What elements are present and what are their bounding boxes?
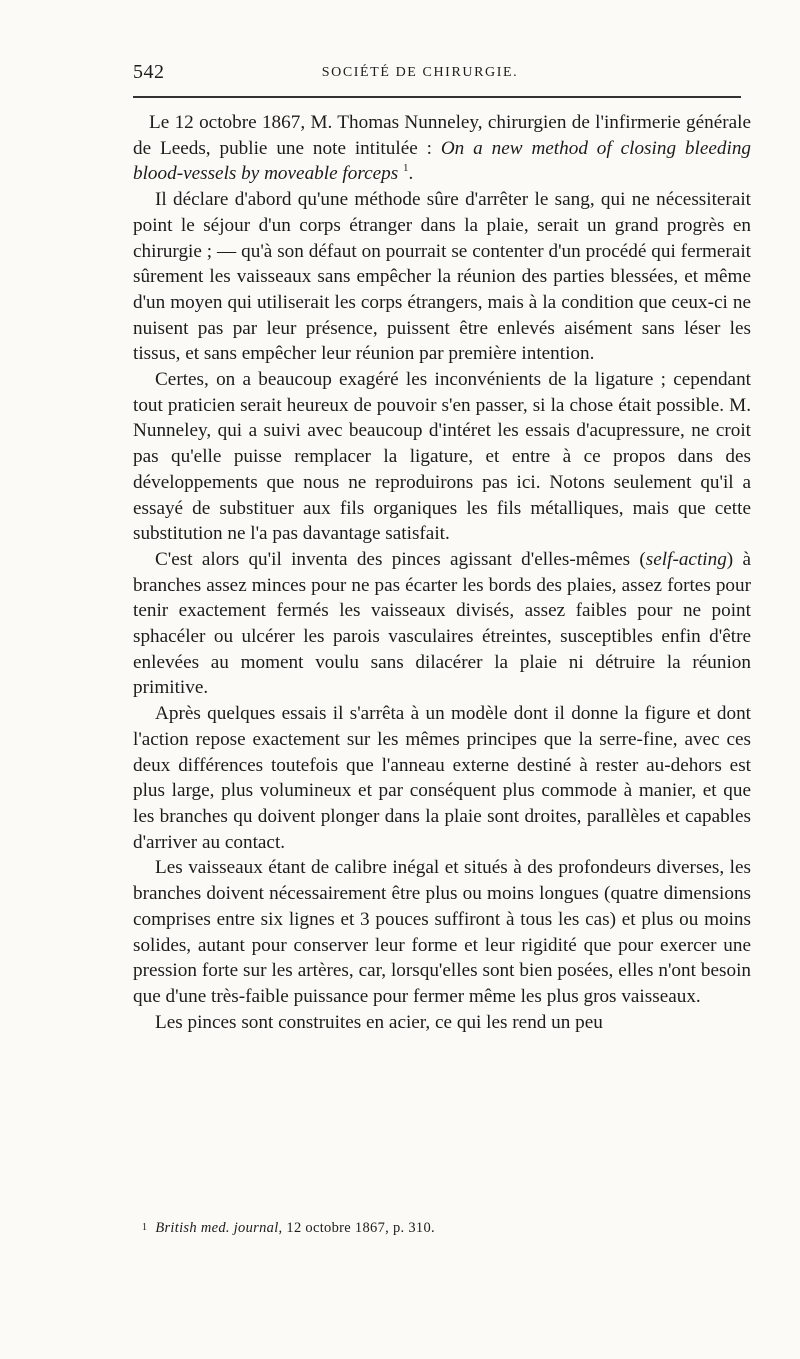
paragraph-3: Certes, on a beaucoup exagéré les inconvénients de la ligature ; cependant tout praticien serait heureux de pouvoir s'en passer, si la chose était possible. M. Nunneley, qui a suivi avec beaucoup d'intéret les essais d'acupressure, ne croit pas qu'elle puisse remplacer la ligature, et entre à ce propos dans des développements que nous ne reproduirons pas ici. Notons seulement qu'il a essayé de substituer aux fils organiques les fils métalliques, mais que cette substitution ne l'a pas davantage satisfait.: [133, 369, 751, 545]
footnote: [142, 1220, 435, 1237]
paragraph-2: Il déclare d'abord qu'une méthode sûre d'arrêter le sang, qui ne nécessiterait point le séjour d'un corps étranger dans la plaie, serait un grand progrès en chirurgie ; — qu'à son défaut on pourrait se contenter d'un procédé qui fermerait sûrement les vaisseaux sans empêcher la réunion des parties blessées, et même d'un moyen qui utiliserait les corps étrangers, mais à la condition que ceux-ci ne nuisent pas par leur présence, puissent être enlevés aisément sans léser les tissus, et sans empêcher leur réunion par première intention.: [133, 189, 751, 365]
paragraph-4: [133, 547, 751, 701]
paragraph-1-text: Le 12 octobre 1867, M. Thomas Nunneley, chirurgien de l'infirmerie générale de Leeds, publie une note intitulée :: [133, 112, 751, 159]
paragraph-7: Les pinces sont construites en acier, ce qui les rend un peu: [155, 1011, 603, 1033]
header-rule: [133, 96, 741, 98]
running-title: SOCIÉTÉ DE CHIRURGIE.: [321, 65, 519, 80]
paragraph-4-rest: ) à branches assez minces pour ne pas écarter les bords des plaies, assez fortes pour tenir exactement fermés les vaisseaux divisés, assez faibles pour ne point sphacéler ou ulcérer les parois vasculaires étreintes, susceptibles enfin d'être enlevées au moment voulu sans dilacérer la plaie ni détruire la réunion primitive.: [133, 548, 752, 699]
footnote-source: British med. journal,: [155, 1220, 283, 1236]
paragraph-1: [133, 110, 751, 187]
page-number: 542: [133, 61, 165, 83]
paragraph-4-start: C'est alors qu'il inventa des pinces agissant d'elles-mêmes (: [155, 548, 646, 570]
self-acting-term: self-acting: [645, 548, 727, 570]
paragraph-1-end: .: [408, 163, 414, 185]
paragraph-6: Les vaisseaux étant de calibre inégal et situés à des profondeurs diverses, les branches doivent nécessairement être plus ou moins longues (quatre dimensions comprises entre six lignes et 3 pouces suffiront à tous les cas) et plus ou moins solides, autant pour conserver leur forme et leur rigidité que pour exercer une pression forte sur les artères, car, lorsqu'elles sont bien posées, elles n'ont besoin que d'une très-faible puissance pour fermer même les plus gros vaisseaux.: [133, 857, 751, 1007]
article-title: On a new method of closing bleeding blood-vessels by moveable forceps: [133, 137, 752, 185]
footnote-marker: 1: [142, 1222, 148, 1233]
footnote-details: 12 octobre 1867, p. 310.: [286, 1220, 435, 1236]
paragraph-5: Après quelques essais il s'arrêta à un modèle dont il donne la figure et dont l'action repose exactement sur les mêmes principes que la serre-fine, avec ces deux différences toutefois que l'anneau externe destiné à rester au-dehors est plus large, plus volumineux et par conséquent plus commode à manier, et que les branches qu doivent plonger dans la plaie sont droites, parallèles et capables d'arriver au contact.: [133, 703, 751, 853]
footnote-ref: 1: [402, 162, 409, 175]
main-text: [133, 110, 751, 1035]
